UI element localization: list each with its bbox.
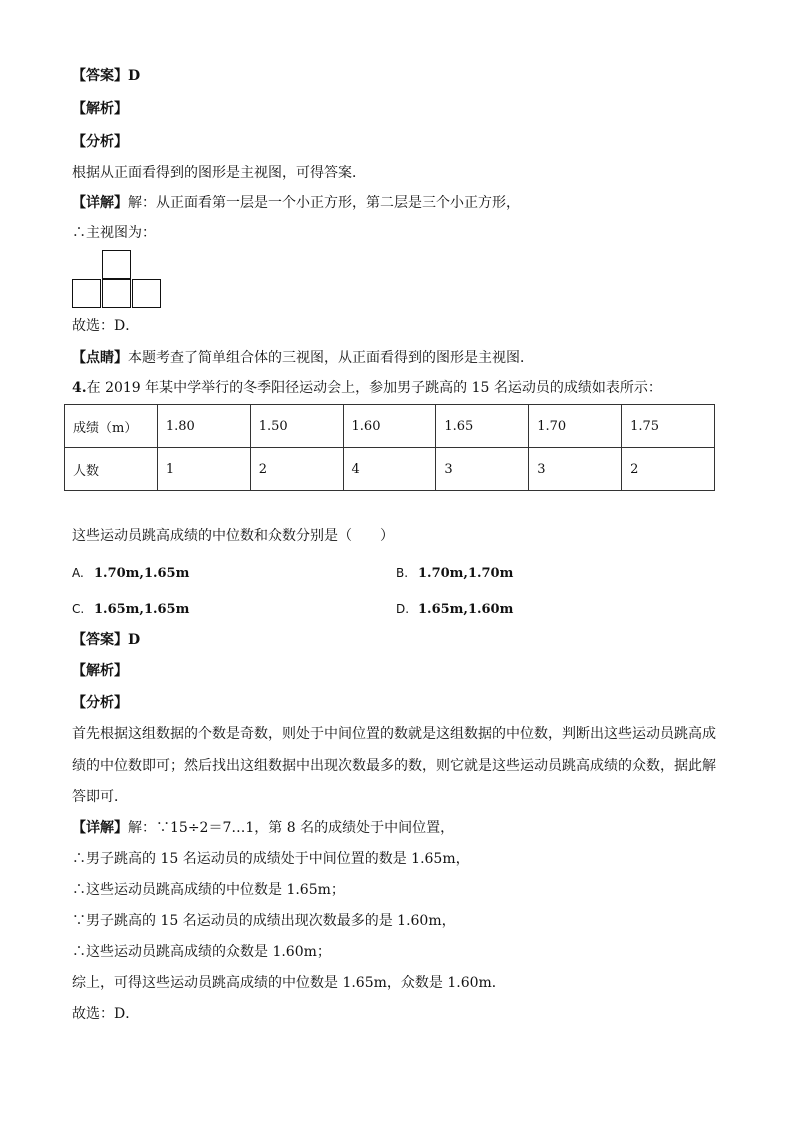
detail-tag: 【详解】 [72,820,128,836]
q4-jiexi-heading: 【解析】 [72,663,128,679]
table-cell: 1.75 [622,405,715,448]
answer-value: D [128,632,141,648]
option-b [396,563,513,584]
table-cell: 4 [343,448,436,491]
q4-choose: 故选：D． [72,1006,140,1022]
q3-comment [72,348,534,368]
option-c [72,599,189,620]
q4-step2: ∴这些运动员跳高成绩的中位数是 1.65m； [72,882,345,898]
q3-conclusion: ∴主视图为： [72,225,156,241]
answer-tag: 【答案】 [72,68,128,84]
question-number: 4. [72,380,87,396]
answer-tag: 【答案】 [72,632,128,648]
table-cell: 2 [250,448,343,491]
table-cell: 1.50 [250,405,343,448]
table-cell: 3 [436,448,529,491]
q3-detail [72,193,520,213]
q4-question: 这些运动员跳高成绩的中位数和众数分别是（ ） [72,528,394,544]
option-key: A. [72,566,84,580]
option-value: 1.70m,1.65m [94,566,190,581]
question-stem: 在 2019 年某中学举行的冬季阳径运动会上，参加男子跳高的 15 名运动员的成绩如表所示： [86,380,662,396]
table-cell: 成绩（m） [65,405,158,448]
table-cell: 1.70 [529,405,622,448]
figure-square-top [102,250,131,279]
option-key: D. [396,602,410,616]
q4-step3: ∵男子跳高的 15 名运动员的成绩出现次数最多的是 1.60m， [72,913,456,929]
q4-stem [72,378,662,398]
q4-fenxi-heading: 【分析】 [72,695,128,711]
figure-square-bottom-middle [102,279,131,308]
option-key: C. [72,602,85,616]
q4-summary: 综上，可得这些运动员跳高成绩的中位数是 1.65m，众数是 1.60m． [72,975,506,991]
q4-analysis-line2: 绩的中位数即可；然后找出这组数据中出现次数最多的数，则它就是这些运动员跳高成绩的众数，据此解 [72,758,716,774]
q3-jiexi-heading: 【解析】 [72,101,128,117]
scores-table [64,404,715,491]
option-d [396,599,513,620]
detail-text: 解：从正面看第一层是一个小正方形，第二层是三个小正方形， [128,195,520,211]
comment-text: 本题考查了简单组合体的三视图，从正面看得到的图形是主视图． [128,350,534,366]
q3-analysis: 根据从正面看得到的图形是主视图，可得答案． [72,165,366,181]
option-key: B. [396,566,409,580]
table-row [65,448,715,491]
front-view-figure [72,250,164,310]
q4-answer [72,630,140,650]
table-row [65,405,715,448]
figure-square-bottom-left [72,279,101,308]
q4-step4: ∴这些运动员跳高成绩的众数是 1.60m； [72,944,331,960]
comment-tag: 【点睛】 [72,350,128,366]
figure-square-bottom-right [132,279,161,308]
q3-fenxi-heading: 【分析】 [72,134,128,150]
table-cell: 人数 [65,448,158,491]
table-cell: 1.60 [343,405,436,448]
table-cell: 1.80 [157,405,250,448]
answer-value: D [128,68,141,84]
option-value: 1.65m,1.65m [94,602,190,617]
table-cell: 1.65 [436,405,529,448]
q3-choose: 故选：D． [72,318,140,334]
table-cell: 2 [622,448,715,491]
q4-detail [72,818,454,838]
option-value: 1.70m,1.70m [418,566,514,581]
table-cell: 1 [157,448,250,491]
option-value: 1.65m,1.60m [418,602,514,617]
option-a [72,563,189,584]
q4-step1: ∴男子跳高的 15 名运动员的成绩处于中间位置的数是 1.65m， [72,851,470,867]
detail-text: 解：∵15÷2＝7…1，第 8 名的成绩处于中间位置， [128,820,455,836]
q4-analysis-line1: 首先根据这组数据的个数是奇数，则处于中间位置的数就是这组数据的中位数，判断出这些运动员跳高成 [72,726,716,742]
q3-answer [72,66,140,86]
q4-analysis-line3: 答即可． [72,789,128,805]
detail-tag: 【详解】 [72,195,128,211]
table-cell: 3 [529,448,622,491]
